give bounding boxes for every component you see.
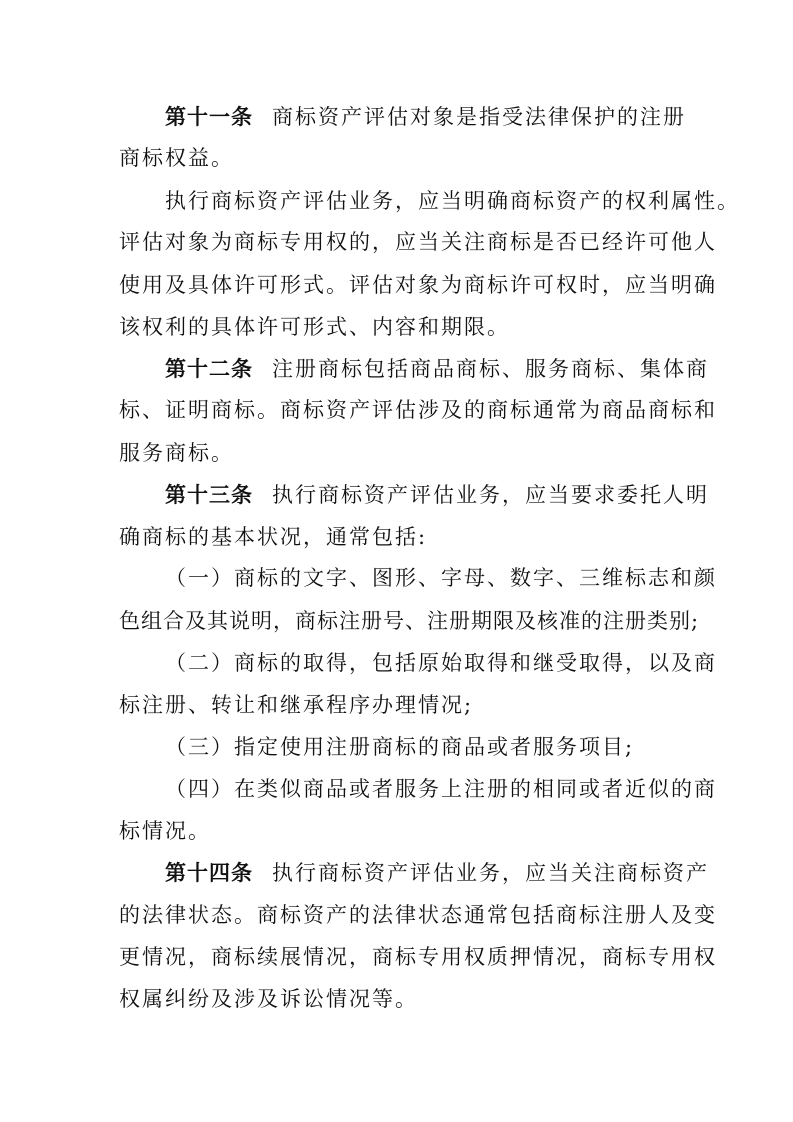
article-12-line-1 [0,349,793,389]
article-14-text: 执行商标资产评估业务，应当关注商标资产 [272,861,709,885]
article-14-line-3 [0,937,793,977]
paragraph-text: 使用及具体许可形式。评估对象为商标许可权时，应当明确 [119,273,717,297]
article-14-line-4 [0,979,793,1019]
item-3-line-1 [0,727,793,767]
article-13-text: 确商标的基本状况，通常包括: [119,525,428,549]
article-11-text: 商标资产评估对象是指受法律保护的注册 [272,105,686,129]
list-item-text: 标情况。 [119,819,211,843]
paragraph-text: 执行商标资产评估业务，应当明确商标资产的权利属性。 [165,189,740,213]
article-14-line-1 [0,853,793,893]
article-11-para-2-line-3 [0,265,793,305]
article-11-line-2 [0,138,793,178]
list-item-text: （三）指定使用注册商标的商品或者服务项目; [165,735,635,759]
list-item-text: （四）在类似商品或者服务上注册的相同或者近似的商 [165,777,717,801]
article-13-heading: 第十三条 [165,482,253,507]
article-11-text: 商标权益。 [119,146,234,170]
list-item-text: 标注册、转让和继承程序办理情况; [119,693,474,717]
article-11-line-1 [0,97,793,137]
article-11-para-2-line-4 [0,307,793,347]
article-11-para-2-line-1 [0,181,793,221]
article-12-text: 注册商标包括商品商标、服务商标、集体商 [272,357,709,381]
article-12-line-2 [0,390,793,430]
article-13-line-1 [0,475,793,515]
article-12-text: 服务商标。 [119,441,234,465]
item-1-line-1 [0,558,793,598]
article-12-text: 标、证明商标。商标资产评估涉及的商标通常为商品商标和 [119,398,717,422]
list-item-text: 色组合及其说明，商标注册号、注册期限及核准的注册类别; [119,609,700,633]
paragraph-text: 评估对象为商标专用权的，应当关注商标是否已经许可他人 [119,230,717,254]
article-12-line-3 [0,433,793,473]
item-1-line-2 [0,601,793,641]
article-14-text: 更情况，商标续展情况，商标专用权质押情况，商标专用权 [119,945,717,969]
article-14-line-2 [0,895,793,935]
article-14-text: 的法律状态。商标资产的法律状态通常包括商标注册人及变 [119,903,717,927]
list-item-text: （二）商标的取得，包括原始取得和继受取得，以及商 [165,651,717,675]
article-11-para-2-line-2 [0,222,793,262]
article-13-line-2 [0,517,793,557]
article-13-text: 执行商标资产评估业务，应当要求委托人明 [272,483,709,507]
article-12-heading: 第十二条 [165,356,253,381]
article-14-text: 权属纠纷及涉及诉讼情况等。 [119,987,418,1011]
article-11-heading: 第十一条 [165,104,253,129]
article-14-heading: 第十四条 [165,860,253,885]
item-4-line-2 [0,811,793,851]
paragraph-text: 该权利的具体许可形式、内容和期限。 [119,315,510,339]
item-2-line-2 [0,685,793,725]
item-4-line-1 [0,769,793,809]
item-2-line-1 [0,643,793,683]
list-item-text: （一）商标的文字、图形、字母、数字、三维标志和颜 [165,566,717,590]
